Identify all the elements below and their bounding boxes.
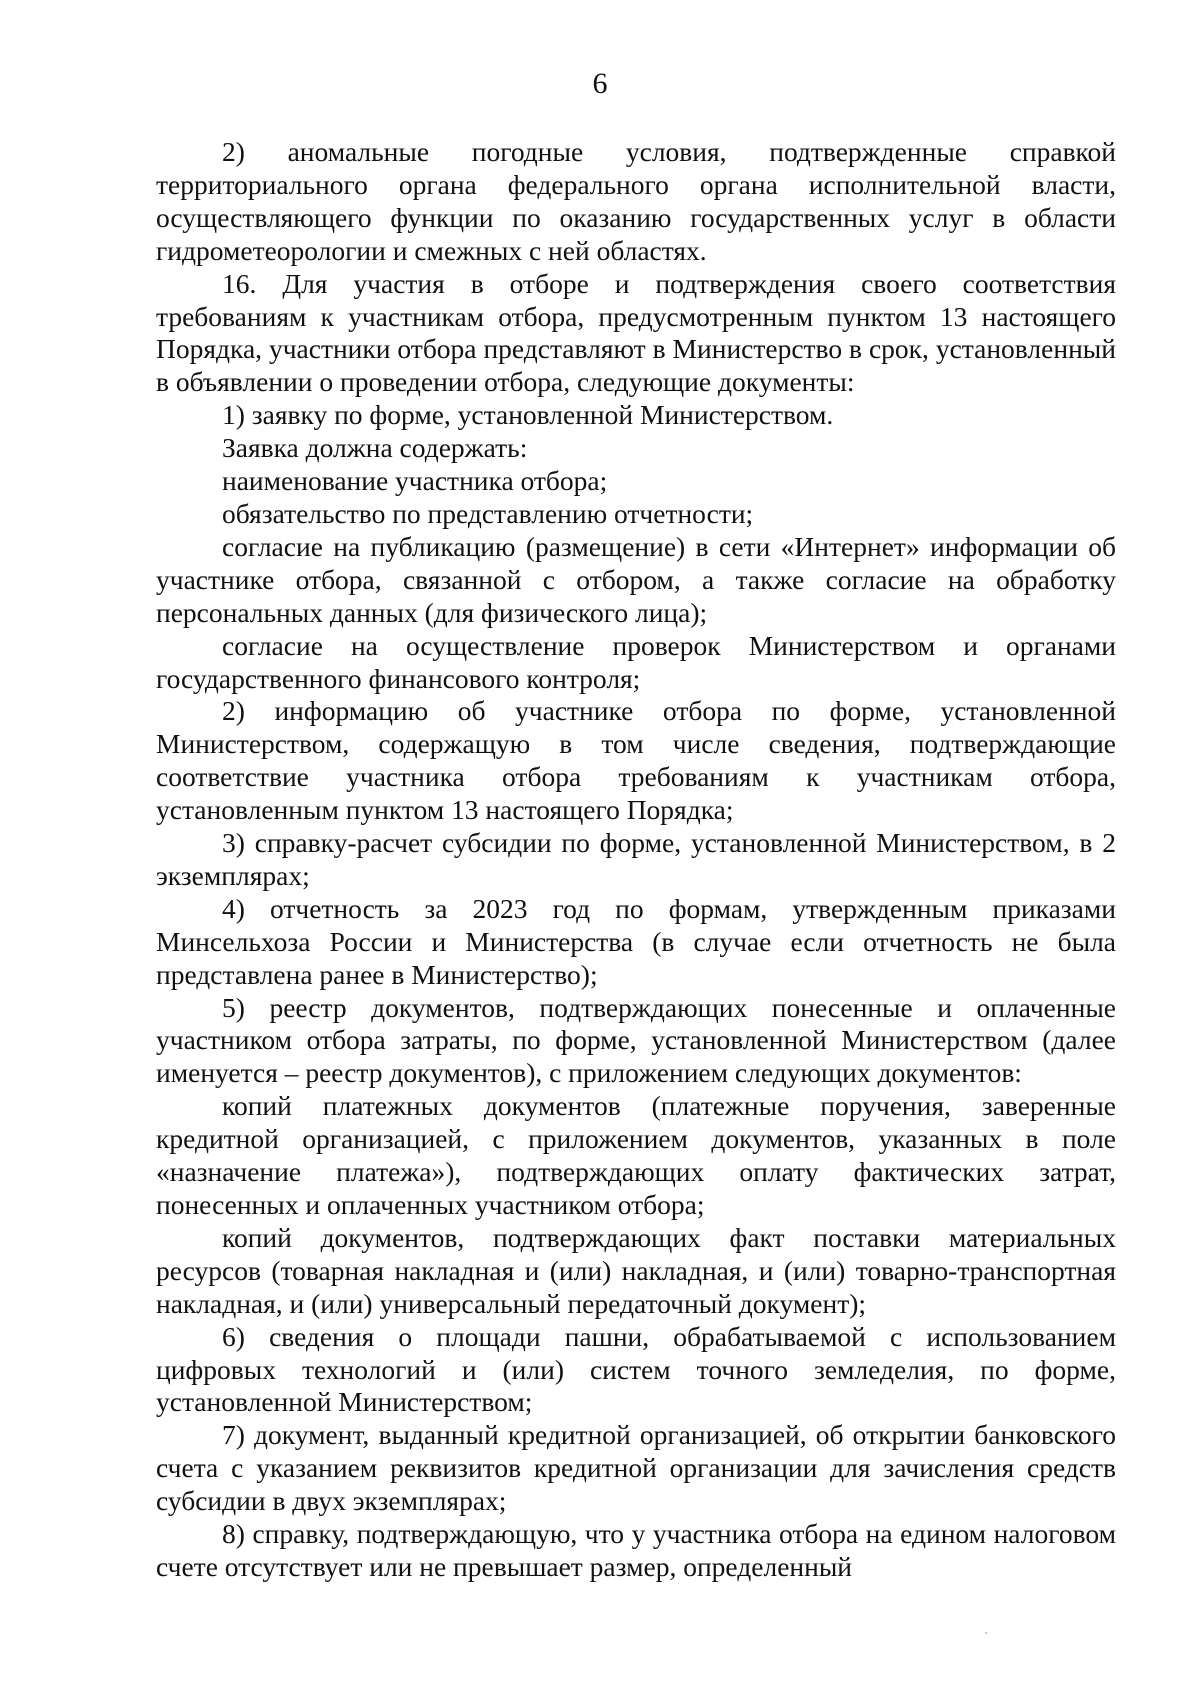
paragraph-payment-copies: копий платежных документов (платежные поручения, заверенные кредитной организацией, с приложением документов, указанных в поле «назначение платежа»), подтверждающих оплату фактических затрат, понесенных и оплаченных участником отбора;: [156, 1090, 1116, 1220]
paragraph-delivery-copies: копий документов, подтверждающих факт поставки материальных ресурсов (товарная накладная и (или) накладная, и (или) товарно-транспортная накладная, и (или) универсальный передаточный документ);: [156, 1221, 1116, 1319]
paragraph-application-content: Заявка должна содержать:: [222, 432, 528, 464]
paragraph-item-4-reporting: 4) отчетность за 2023 год по формам, утвержденным приказами Минсельхоза России и Министерства (в случае если отчетность не была представлена ранее в Министерство);: [156, 892, 1116, 990]
paragraph-item-2-information: 2) информацию об участнике отбора по форме, установленной Министерством, содержащую в том числе сведения, подтверждающие соответствие участника отбора требованиям к участникам отбора, установленным пунктом 13 настоящего Порядка;: [156, 695, 1116, 826]
paragraph-item-5-registry: 5) реестр документов, подтверждающих понесенные и оплаченные участником отбора затраты, по форме, установленной Министерством (далее именуется – реестр документов), с приложением следующих документов:: [156, 991, 1116, 1089]
paragraph-inspection-consent: согласие на осуществление проверок Министерством и органами государственного финансового контроля;: [156, 629, 1116, 694]
paragraph-participant-name: наименование участника отбора;: [222, 465, 608, 497]
document-body: [156, 136, 1116, 1584]
page-number: 6: [592, 67, 608, 100]
paragraph-16-intro: 16. Для участия в отборе и подтверждения своего соответствия требованиям к участникам отбора, предусмотренным пунктом 13 настоящего Порядка, участники отбора представляют в Министерство в срок, установленный в объявлении о проведении отбора, следующие документы:: [156, 267, 1116, 398]
paragraph-internet-consent: согласие на публикацию (размещение) в сети «Интернет» информации об участнике отбора, связанной с отбором, а также согласие на обработку персональных данных (для физического лица);: [156, 530, 1116, 628]
paragraph-item-8-tax-certificate: 8) справку, подтверждающую, что у участника отбора на едином налоговом счете отсутствует или не превышает размер, определенный: [156, 1518, 1116, 1582]
paragraph-item-1-application: 1) заявку по форме, установленной Министерством.: [222, 399, 834, 431]
scan-speck: [985, 1632, 987, 1634]
paragraph-item-3-calculation: 3) справку-расчет субсидии по форме, установленной Министерством, в 2 экземплярах;: [156, 827, 1116, 891]
paragraph-item-6-arable-land: 6) сведения о площади пашни, обрабатываемой с использованием цифровых технологий и (или) систем точного земледелия, по форме, установленной Министерством;: [156, 1320, 1116, 1418]
paragraph-item-2-weather: 2) аномальные погодные условия, подтвержденные справкой территориального органа федерального органа исполнительной власти, осуществляющего функции по оказанию государственных услуг в области гидрометеорологии и смежных с ней областях.: [156, 136, 1116, 266]
paragraph-reporting-obligation: обязательство по представлению отчетности;: [222, 497, 754, 529]
paragraph-item-7-bank-account: 7) документ, выданный кредитной организацией, об открытии банковского счета с указанием реквизитов кредитной организации для зачисления средств субсидии в двух экземплярах;: [156, 1419, 1116, 1517]
